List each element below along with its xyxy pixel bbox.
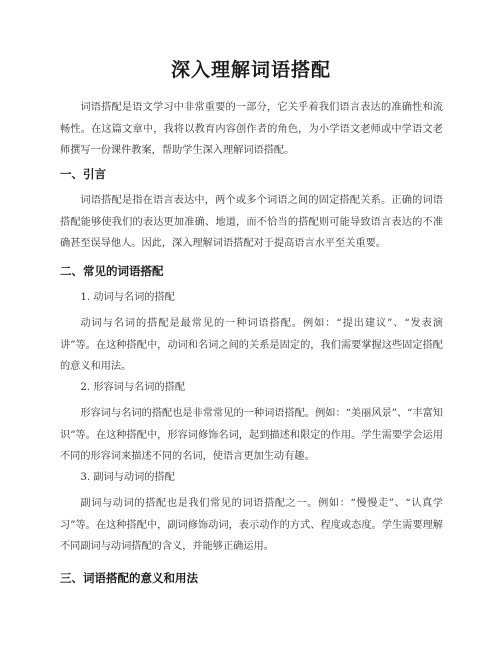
adjective-noun-paragraph: 形容词与名词的搭配也是非常常见的一种词语搭配。例如：“美丽风景”、“丰富知识”等。在这种搭配中，形容词修饰名词，起到描述和限定的作用。学生需要学会运用不同的形容词来描述不同的名词，使语言更加生动有趣。 (60, 408, 443, 462)
verb-noun-paragraph: 动词与名词的搭配是最常见的一种词语搭配。例如：“提出建议”、“发表演讲”等。在这种搭配中，动词和名词之间的关系是固定的，我们需要掌握这些固定搭配的意义和用法。 (60, 318, 443, 372)
introduction-paragraph: 词语搭配是指在语言表达中，两个或多个词语之间的固定搭配关系。正确的词语搭配能够使我们的表达更加准确、地道，而不恰当的搭配则可能导致语言表达的不准确甚至误导他人。因此，深入理解词语搭配对于提高语言水平至关重要。 (60, 195, 443, 249)
adverb-verb-paragraph: 副词与动词的搭配也是我们常见的词语搭配之一。例如：“慢慢走”、“认真学习”等。在这种搭配中，副词修饰动词，表示动作的方式、程度或态度。学生需要理解不同副词与动词搭配的含义，并能够正确运用。 (60, 498, 443, 552)
page-title: 深入理解词语搭配 (170, 59, 331, 81)
intro-paragraph: 词语搭配是语文学习中非常重要的一部分，它关乎着我们语言表达的准确性和流畅性。在这篇文章中，我将以教育内容创作者的角色，为小学语文老师或中学语文老师撰写一份课件教案，帮助学生深入理解词语搭配。 (60, 102, 443, 156)
section-heading-common-collocations: 二、常见的词语搭配 (60, 264, 164, 278)
subsection-label-verb-noun: 1. 动词与名词的搭配 (80, 292, 175, 303)
subsection-label-adverb-verb: 3. 副词与动词的搭配 (80, 472, 175, 483)
section-heading-meaning-usage: 三、词语搭配的意义和用法 (60, 571, 198, 585)
subsection-label-adjective-noun: 2. 形容词与名词的搭配 (80, 382, 186, 393)
section-heading-introduction: 一、引言 (60, 167, 106, 181)
